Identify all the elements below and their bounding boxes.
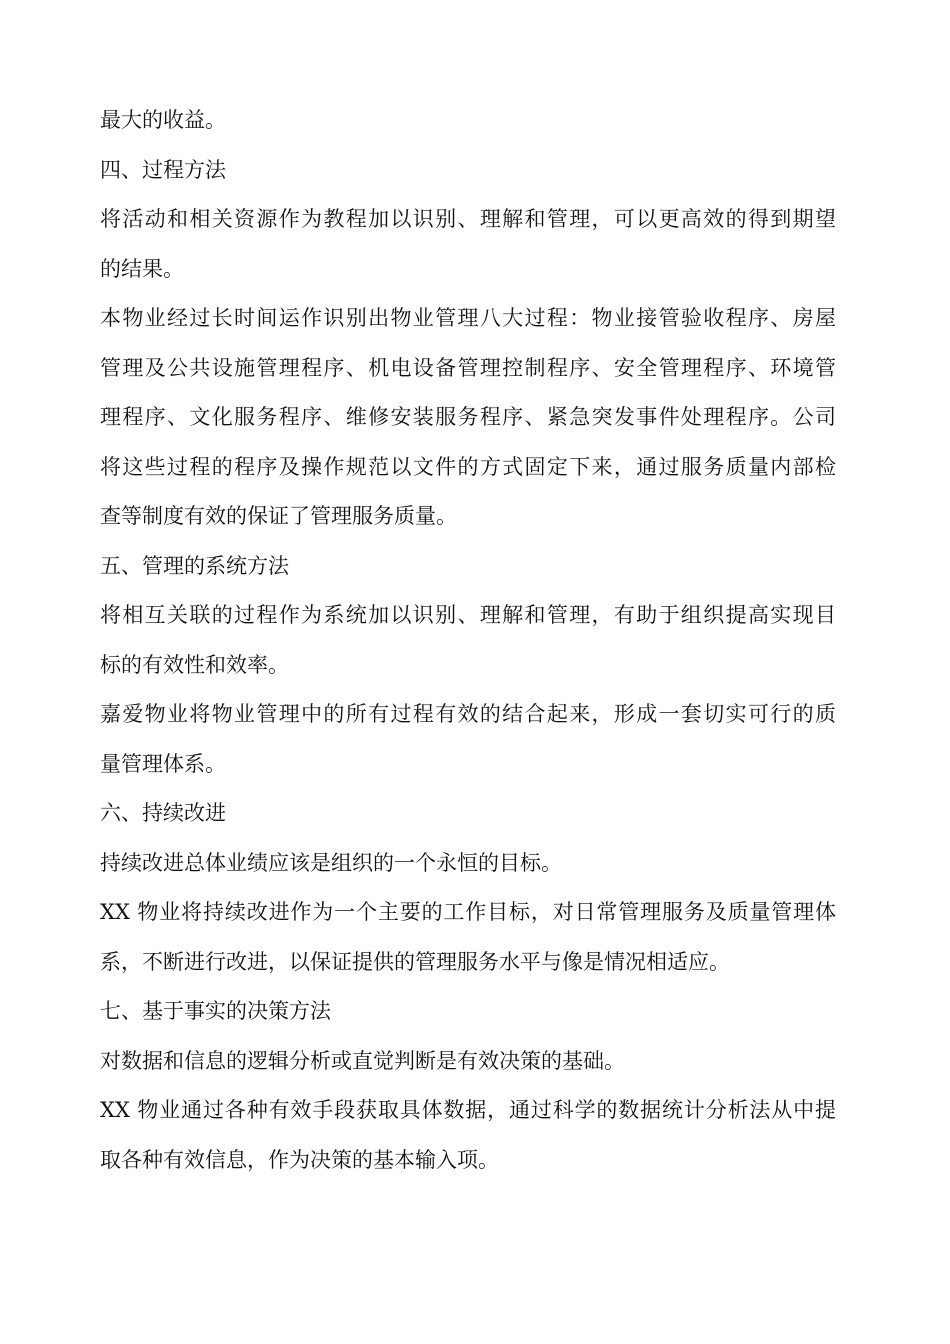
text-line: 标的有效性和效率。 — [100, 652, 289, 677]
text-line: 对数据和信息的逻辑分析或直觉判断是有效决策的基础。 — [100, 1048, 625, 1073]
text-line: 取各种有效信息，作为决策的基本输入项。 — [100, 1147, 499, 1172]
text-line: 理程序、文化服务程序、维修安装服务程序、紧急突发事件处理程序。公司 — [100, 405, 836, 429]
text-line: 嘉爱物业将物业管理中的所有过程有效的结合起来，形成一套切实可行的质 — [100, 702, 836, 726]
text-line: 本物业经过长时间运作识别出物业管理八大过程：物业接管验收程序、房屋 — [100, 306, 836, 330]
text-line: 将相互关联的过程作为系统加以识别、理解和管理，有助于组织提高实现目 — [100, 603, 836, 627]
text-line: 查等制度有效的保证了管理服务质量。 — [100, 504, 457, 528]
text-line: 的结果。 — [100, 256, 184, 281]
section-heading-6: 六、持续改进 — [100, 801, 226, 825]
section-heading-7: 七、基于事实的决策方法 — [100, 999, 331, 1023]
text-line: 最大的收益。 — [100, 108, 226, 132]
text-line: XX 物业通过各种有效手段获取具体数据，通过科学的数据统计分析法从中提 — [100, 1098, 836, 1122]
text-line: 系，不断进行改进，以保证提供的管理服务水平与像是情况相适应。 — [100, 949, 730, 974]
text-line: 持续改进总体业绩应该是组织的一个永恒的目标。 — [100, 850, 562, 875]
text-line: 将活动和相关资源作为教程加以识别、理解和管理，可以更高效的得到期望 — [100, 207, 836, 231]
text-line: 量管理体系。 — [100, 751, 226, 776]
text-line: XX 物业将持续改进作为一个主要的工作目标，对日常管理服务及质量管理体 — [100, 900, 836, 924]
section-heading-5: 五、管理的系统方法 — [100, 553, 289, 578]
text-line: 管理及公共设施管理程序、机电设备管理控制程序、安全管理程序、环境管 — [100, 355, 836, 380]
text-line: 将这些过程的程序及操作规范以文件的方式固定下来，通过服务质量内部检 — [100, 454, 836, 479]
section-heading-4: 四、过程方法 — [100, 157, 226, 182]
document-page — [100, 96, 836, 1185]
